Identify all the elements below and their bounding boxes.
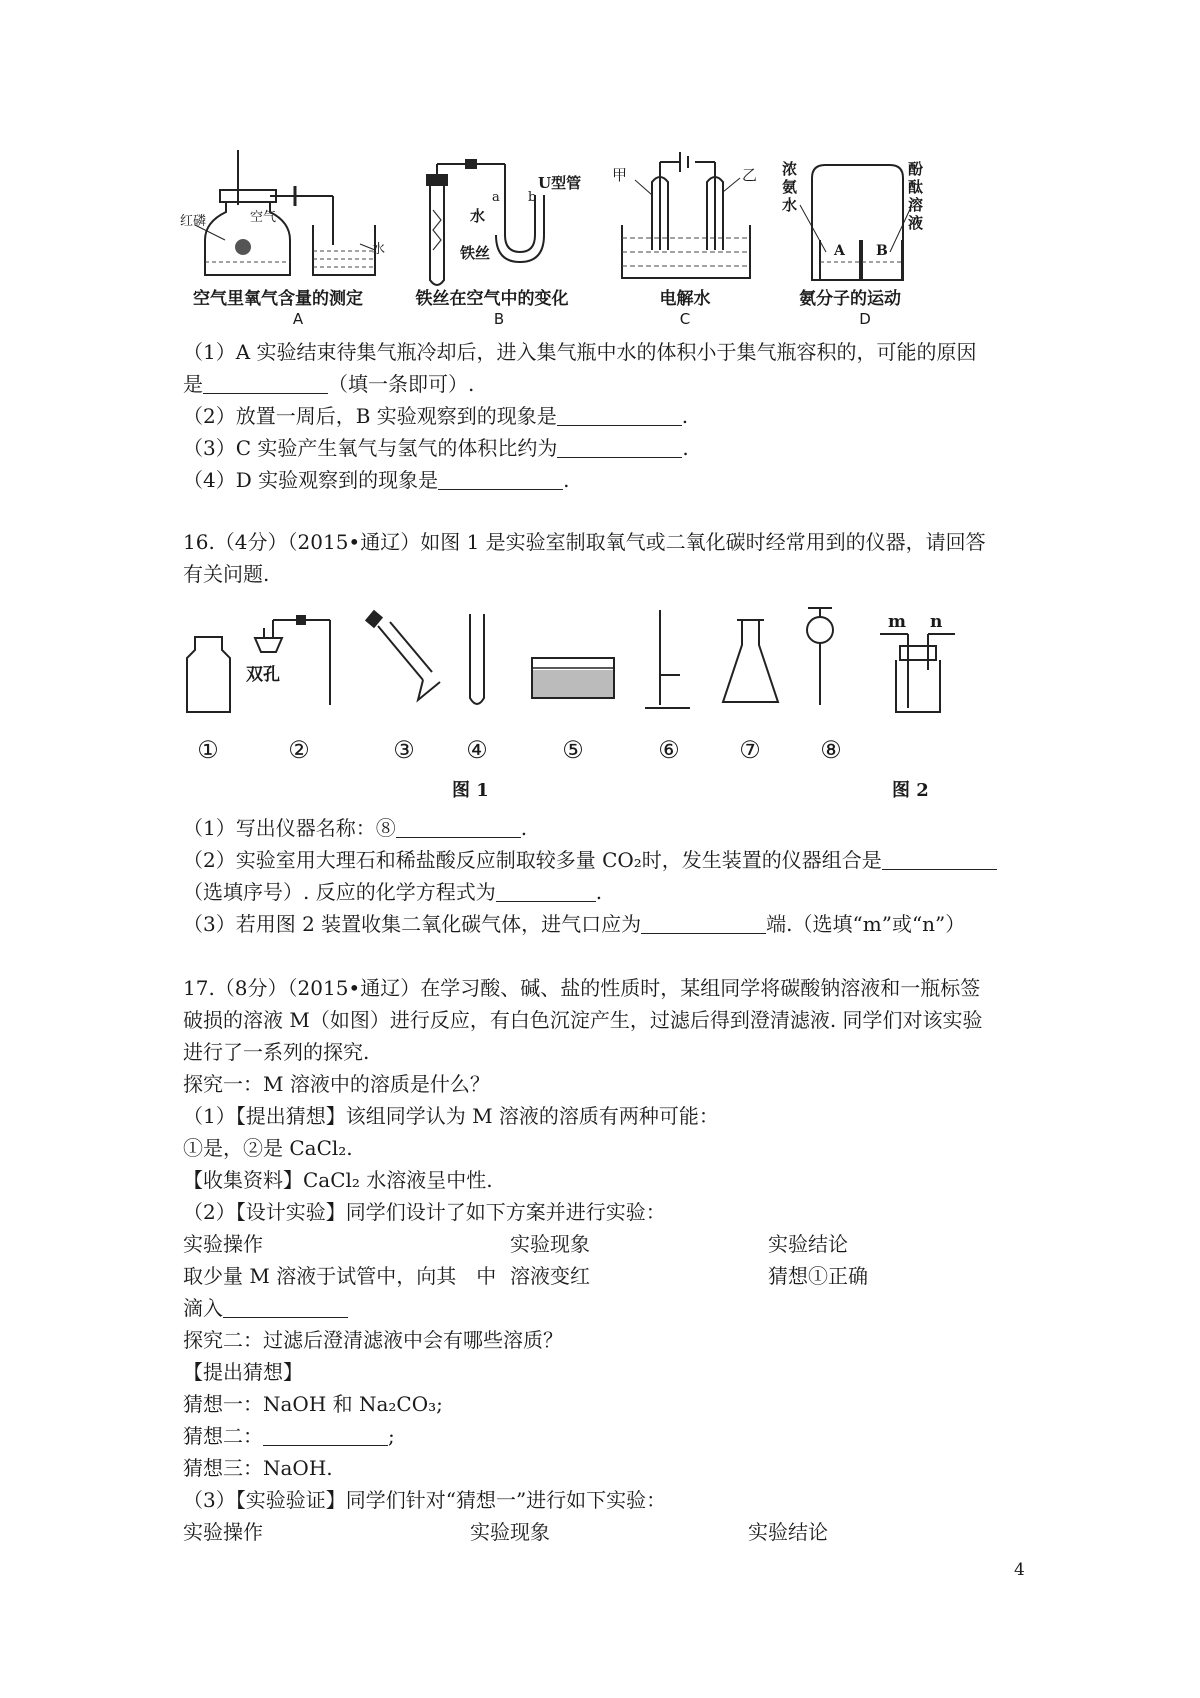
answer-blank[interactable]	[882, 849, 997, 870]
table1-cell-operation: 取少量 M 溶液于试管中，向其 中	[183, 1264, 497, 1288]
q17-intro-line2: 破损的溶液 M（如图）进行反应，有白色沉淀产生，过滤后得到澄清滤液. 同学们对该实验	[183, 1008, 983, 1032]
answer-blank[interactable]	[263, 1425, 388, 1446]
answer-blank[interactable]	[496, 881, 596, 902]
label-n: n	[930, 612, 943, 632]
letter-d: D	[859, 310, 871, 328]
q15-part1-line1: （1）A 实验结束待集气瓶冷却后，进入集气瓶中水的体积小于集气瓶容积的，可能的原因	[183, 340, 977, 364]
answer-blank[interactable]	[557, 405, 682, 426]
q15-part2: （2）放置一周后，B 实验观察到的现象是 .	[183, 404, 689, 428]
answer-blank[interactable]	[223, 1297, 348, 1318]
table1-cell-phenomenon: 溶液变红	[510, 1264, 590, 1288]
letter-c: C	[679, 310, 691, 328]
label-conc-ammonia: 浓 氨 水	[782, 160, 798, 214]
fig2-caption: 图 2	[892, 780, 929, 801]
label-red-phosphorus: 红磷	[180, 214, 207, 229]
answer-blank[interactable]	[396, 817, 521, 838]
top-figure	[0, 0, 1200, 330]
fig1-caption: 图 1	[452, 780, 489, 801]
q15-part3: （3）C 实验产生氧气与氢气的体积比约为 .	[183, 436, 689, 460]
label-yi: 乙	[742, 166, 758, 184]
table1-header-operation: 实验操作	[183, 1232, 263, 1256]
answer-blank[interactable]	[557, 437, 682, 458]
q16-part2-line2: （选填序号）. 反应的化学方程式为 .	[183, 880, 603, 904]
table1-cell-conclusion: 猜想①正确	[768, 1264, 868, 1288]
instrument-number-6: ⑥	[658, 736, 680, 764]
q16-part1: （1）写出仪器名称：⑧ .	[183, 816, 528, 840]
q17-intro-line1: 17.（8分）（2015•通辽）在学习酸、碱、盐的性质时，某组同学将碳酸钠溶液和一瓶标签	[183, 976, 981, 1000]
table1-header-phenomenon: 实验现象	[510, 1232, 590, 1256]
label-a: a	[492, 190, 500, 205]
table1-cell-operation-cont: 滴入	[183, 1294, 348, 1322]
q17-explore2: 探究二：过滤后澄清滤液中会有哪些溶质？	[183, 1328, 563, 1352]
q17-guess-items: ①是，②是 CaCl₂.	[183, 1136, 353, 1160]
q16-part3: （3）若用图 2 装置收集二氧化碳气体，进气口应为 端.（选填“m”或“n”）	[183, 912, 966, 936]
label-water-b: 水	[470, 207, 486, 225]
instrument-number-7: ⑦	[739, 736, 761, 764]
label-double-hole: 双孔	[246, 665, 280, 685]
label-b: b	[528, 190, 537, 205]
instruments-diagram	[0, 600, 1, 601]
answer-blank[interactable]	[203, 373, 328, 394]
q17-design: （2）【设计实验】同学们设计了如下方案并进行实验：	[183, 1200, 666, 1224]
q16-part2-line1: （2）实验室用大理石和稀盐酸反应制取较多量 CO₂时，发生装置的仪器组合是	[183, 846, 997, 874]
q16-intro-line1: 16.（4分）（2015•通辽）如图 1 是实验室制取氧气或二氧化碳时经常用到的仪器，请回答	[183, 530, 986, 554]
q17-collect-info: 【收集资料】CaCl₂ 水溶液呈中性.	[183, 1168, 493, 1192]
label-beaker-A: A	[834, 243, 845, 259]
caption-d: 氨分子的运动	[799, 289, 901, 309]
table2-header-phenomenon: 实验现象	[470, 1520, 550, 1544]
letter-a: A	[292, 310, 304, 328]
label-u-tube: U型管	[538, 174, 582, 192]
caption-c: 电解水	[659, 289, 711, 309]
q17-explore1: 探究一：M 溶液中的溶质是什么？	[183, 1072, 490, 1096]
label-jia: 甲	[612, 166, 628, 184]
q17-guess3: 猜想三：NaOH.	[183, 1456, 333, 1480]
label-phenolphthalein: 酚 酞 溶 液	[908, 160, 924, 232]
answer-blank[interactable]	[641, 913, 766, 934]
label-beaker-B: B	[876, 243, 888, 259]
q15-part4: （4）D 实验观察到的现象是 .	[183, 468, 570, 492]
instrument-number-4: ④	[466, 736, 488, 764]
instruments-figure	[0, 600, 1200, 800]
caption-a: 空气里氧气含量的测定	[193, 289, 363, 309]
letter-b: B	[493, 310, 505, 328]
page-number: 4	[1014, 1560, 1025, 1580]
instrument-number-5: ⑤	[562, 736, 584, 764]
answer-blank[interactable]	[438, 469, 563, 490]
label-iron-wire: 铁丝	[460, 244, 491, 262]
table2-header-operation: 实验操作	[183, 1520, 263, 1544]
apparatus-d-diagram	[0, 0, 1, 1]
table2-header-conclusion: 实验结论	[748, 1520, 828, 1544]
label-m: m	[888, 612, 906, 632]
q17-raise-guess: 【提出猜想】	[183, 1360, 303, 1384]
label-water-a: 水	[372, 242, 386, 257]
q16-intro-line2: 有关问题.	[183, 562, 270, 586]
table1-header-conclusion: 实验结论	[768, 1232, 848, 1256]
q17-intro-line3: 进行了一系列的探究.	[183, 1040, 370, 1064]
instrument-number-1: ①	[197, 736, 219, 764]
q17-guess2: 猜想二： ;	[183, 1424, 395, 1448]
instrument-number-8: ⑧	[820, 736, 842, 764]
q15-part1-line2: 是 （填一条即可）.	[183, 372, 475, 396]
label-air: 空气	[250, 210, 277, 225]
q17-guess-intro: （1）【提出猜想】该组同学认为 M 溶液的溶质有两种可能：	[183, 1104, 719, 1128]
q17-guess1: 猜想一：NaOH 和 Na₂CO₃;	[183, 1392, 443, 1416]
q17-verify: （3）【实验验证】同学们针对“猜想一”进行如下实验：	[183, 1488, 667, 1512]
instrument-number-2: ②	[288, 736, 310, 764]
instrument-number-3: ③	[393, 736, 415, 764]
caption-b: 铁丝在空气中的变化	[415, 289, 569, 309]
